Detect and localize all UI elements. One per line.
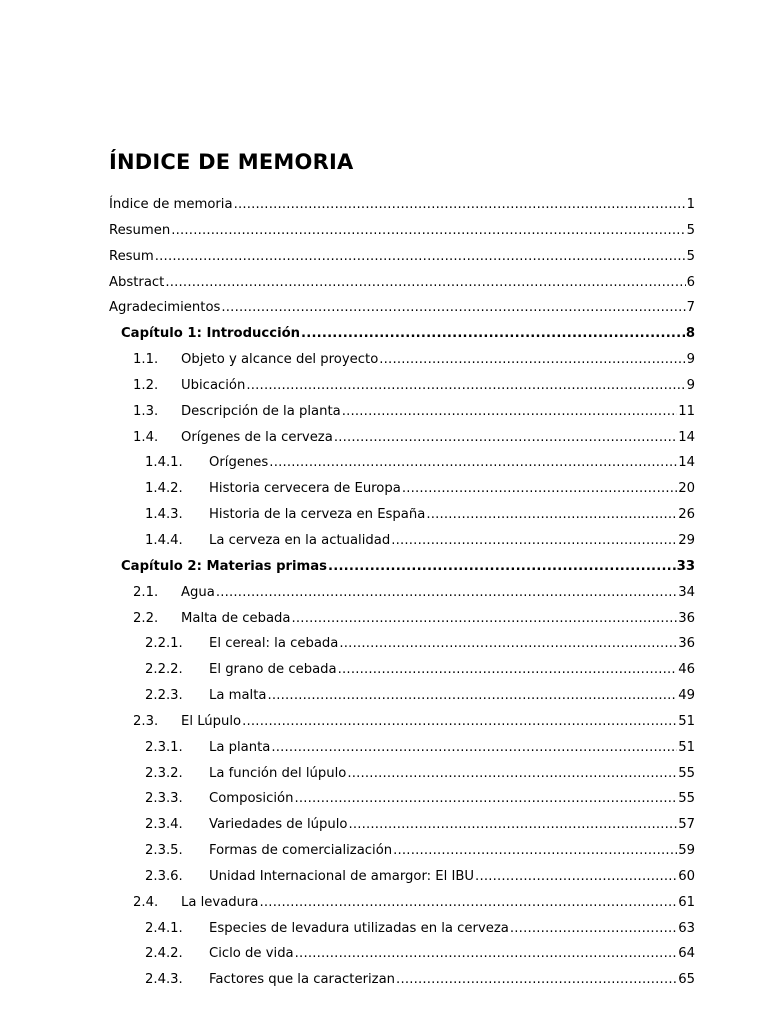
- toc-entry-page-number: 33: [676, 558, 695, 574]
- toc-entry[interactable]: [0, 941, 768, 967]
- toc-entry-number: 1.1.: [133, 352, 159, 368]
- dot-leader: [221, 295, 685, 321]
- dot-leader: [334, 425, 677, 451]
- dot-leader: [426, 502, 677, 528]
- toc-entry-number: 2.2.2.: [145, 662, 183, 678]
- toc-entry-page-number: 5: [686, 248, 695, 264]
- dot-leader: [328, 554, 676, 580]
- toc-entry-number: 1.4.2.: [145, 481, 183, 497]
- toc-entry[interactable]: [0, 606, 768, 632]
- toc-entry-page-number: 65: [678, 972, 695, 988]
- toc-entry-label: Especies de levadura utilizadas en la cerveza: [209, 920, 509, 936]
- toc-entry-number: 2.3.: [133, 713, 159, 729]
- dot-leader: [242, 709, 677, 735]
- dot-leader: [234, 192, 686, 218]
- toc-entry[interactable]: [0, 321, 768, 347]
- toc-entry-label: El grano de cebada: [209, 662, 337, 678]
- toc-entry-label: Resumen: [109, 222, 171, 238]
- toc-entry[interactable]: [0, 244, 768, 270]
- toc-entry[interactable]: [0, 890, 768, 916]
- toc-entry[interactable]: [0, 967, 768, 993]
- toc-entry[interactable]: [0, 270, 768, 296]
- toc-entry-number: 2.4.2.: [145, 946, 183, 962]
- toc-entry-page-number: 14: [678, 429, 695, 445]
- toc-entry-number: 2.2.3.: [145, 688, 183, 704]
- toc-entry-page-number: 55: [678, 765, 695, 781]
- toc-entry-page-number: 49: [678, 688, 695, 704]
- toc-entry-number: 1.4.3.: [145, 507, 183, 523]
- toc-entry-page-number: 36: [678, 610, 695, 626]
- toc-entry-number: 2.4.1.: [145, 920, 183, 936]
- toc-entry-page-number: 7: [686, 300, 695, 316]
- toc-entry-label: Factores que la caracterizan: [209, 972, 396, 988]
- toc-entry-page-number: 64: [678, 946, 695, 962]
- toc-entry-label: El cereal: la cebada: [209, 636, 339, 652]
- toc-entry-label: Descripción de la planta: [181, 403, 341, 419]
- toc-entry-label: La función del lúpulo: [209, 765, 347, 781]
- dot-leader: [301, 321, 685, 347]
- dot-leader: [393, 838, 677, 864]
- toc-entry-page-number: 46: [678, 662, 695, 678]
- toc-entry-number: 2.1.: [133, 584, 159, 600]
- toc-entry-page-number: 8: [685, 326, 695, 342]
- toc-entry[interactable]: [0, 528, 768, 554]
- dot-leader: [271, 735, 677, 761]
- toc-entry-label: Composición: [209, 791, 294, 807]
- toc-entry-number: 1.4.: [133, 429, 159, 445]
- toc-entry-label: La cerveza en la actualidad: [209, 532, 391, 548]
- toc-entry[interactable]: [0, 347, 768, 373]
- toc-entry[interactable]: [0, 476, 768, 502]
- dot-leader: [396, 967, 677, 993]
- dot-leader: [379, 347, 685, 373]
- dot-leader: [246, 373, 685, 399]
- toc-entry[interactable]: [0, 838, 768, 864]
- dot-leader: [292, 606, 678, 632]
- table-of-contents: [0, 192, 768, 993]
- toc-entry[interactable]: [0, 916, 768, 942]
- toc-entry-number: 2.3.5.: [145, 843, 183, 859]
- dot-leader: [475, 864, 677, 890]
- toc-entry-number: 1.4.4.: [145, 532, 183, 548]
- dot-leader: [216, 580, 677, 606]
- toc-entry-page-number: 63: [678, 920, 695, 936]
- toc-entry[interactable]: [0, 373, 768, 399]
- dot-leader: [510, 916, 677, 942]
- toc-entry-page-number: 51: [678, 739, 695, 755]
- dot-leader: [165, 270, 685, 296]
- toc-entry-label: Índice de memoria: [109, 197, 233, 212]
- toc-entry-number: 2.4.: [133, 894, 159, 910]
- toc-entry-number: 2.2.: [133, 610, 159, 626]
- toc-entry-label: La malta: [209, 688, 267, 704]
- dot-leader: [338, 657, 678, 683]
- dot-leader: [348, 812, 677, 838]
- dot-leader: [402, 476, 677, 502]
- dot-leader: [342, 399, 678, 425]
- toc-entry[interactable]: [0, 399, 768, 425]
- toc-entry-label: Abstract: [109, 274, 165, 290]
- toc-entry-label: Capítulo 2: Materias primas: [121, 558, 328, 574]
- toc-entry-number: 2.3.3.: [145, 791, 183, 807]
- toc-entry-label: Ciclo de vida: [209, 946, 294, 962]
- toc-entry-number: 2.4.3.: [145, 972, 183, 988]
- dot-leader: [347, 761, 677, 787]
- toc-entry-number: 1.3.: [133, 403, 159, 419]
- toc-entry-label: La levadura: [181, 894, 259, 910]
- toc-entry-label: Orígenes de la cerveza: [181, 429, 333, 445]
- toc-entry[interactable]: [0, 554, 768, 580]
- toc-entry-page-number: 36: [678, 636, 695, 652]
- toc-entry-page-number: 9: [686, 377, 695, 393]
- toc-entry-page-number: 14: [678, 455, 695, 471]
- toc-entry-label: Agradecimientos: [109, 300, 221, 316]
- toc-entry-number: 1.2.: [133, 377, 159, 393]
- toc-entry[interactable]: [0, 786, 768, 812]
- toc-entry[interactable]: [0, 218, 768, 244]
- toc-entry-page-number: 51: [678, 713, 695, 729]
- toc-entry-page-number: 60: [678, 868, 695, 884]
- toc-entry-label: Malta de cebada: [181, 610, 291, 626]
- toc-entry-page-number: 11: [678, 403, 695, 419]
- dot-leader: [294, 786, 677, 812]
- toc-entry[interactable]: [0, 580, 768, 606]
- dot-leader: [391, 528, 677, 554]
- toc-entry-label: Capítulo 1: Introducción: [121, 326, 301, 342]
- toc-entry-page-number: 61: [678, 894, 695, 910]
- toc-entry-page-number: 5: [686, 222, 695, 238]
- toc-entry-page-number: 59: [678, 843, 695, 859]
- dot-leader: [155, 244, 686, 270]
- toc-entry-label: Ubicación: [181, 377, 246, 393]
- toc-entry-page-number: 6: [686, 274, 695, 290]
- toc-entry-label: El Lúpulo: [181, 713, 242, 729]
- toc-entry[interactable]: [0, 450, 768, 476]
- toc-entry[interactable]: [0, 709, 768, 735]
- dot-leader: [269, 450, 677, 476]
- toc-entry-number: 2.3.1.: [145, 739, 183, 755]
- toc-entry[interactable]: [0, 761, 768, 787]
- toc-entry-page-number: 9: [686, 352, 695, 368]
- toc-entry[interactable]: [0, 657, 768, 683]
- toc-entry[interactable]: [0, 683, 768, 709]
- toc-entry[interactable]: [0, 631, 768, 657]
- toc-entry[interactable]: [0, 192, 768, 218]
- toc-entry-page-number: 29: [678, 532, 695, 548]
- page-title: ÍNDICE DE MEMORIA: [109, 150, 354, 174]
- toc-entry-number: 2.3.6.: [145, 868, 183, 884]
- toc-entry-label: Orígenes: [209, 455, 269, 471]
- toc-entry[interactable]: [0, 812, 768, 838]
- toc-entry-page-number: 1: [686, 197, 695, 212]
- dot-leader: [171, 218, 685, 244]
- toc-entry-label: Agua: [181, 584, 215, 600]
- toc-entry-label: Formas de comercialización: [209, 843, 393, 859]
- toc-entry-page-number: 26: [678, 507, 695, 523]
- toc-entry[interactable]: [0, 735, 768, 761]
- toc-entry-number: 2.3.4.: [145, 817, 183, 833]
- toc-entry-page-number: 55: [678, 791, 695, 807]
- toc-entry-page-number: 34: [678, 584, 695, 600]
- toc-entry-label: Unidad Internacional de amargor: El IBU: [209, 868, 475, 884]
- toc-entry-page-number: 20: [678, 481, 695, 497]
- toc-entry-label: Historia de la cerveza en España: [209, 507, 426, 523]
- dot-leader: [260, 890, 678, 916]
- toc-entry-label: Variedades de lúpulo: [209, 817, 348, 833]
- toc-entry-number: 1.4.1.: [145, 455, 183, 471]
- toc-entry-label: Resum: [109, 248, 154, 264]
- toc-entry[interactable]: [0, 295, 768, 321]
- dot-leader: [267, 683, 677, 709]
- toc-entry-label: La planta: [209, 739, 271, 755]
- dot-leader: [295, 941, 678, 967]
- toc-entry-label: Objeto y alcance del proyecto: [181, 352, 379, 368]
- toc-entry-label: Historia cervecera de Europa: [209, 481, 401, 497]
- toc-entry[interactable]: [0, 425, 768, 451]
- toc-entry-number: 2.2.1.: [145, 636, 183, 652]
- toc-entry[interactable]: [0, 864, 768, 890]
- dot-leader: [339, 631, 677, 657]
- toc-entry-page-number: 57: [678, 817, 695, 833]
- toc-entry[interactable]: [0, 502, 768, 528]
- toc-entry-number: 2.3.2.: [145, 765, 183, 781]
